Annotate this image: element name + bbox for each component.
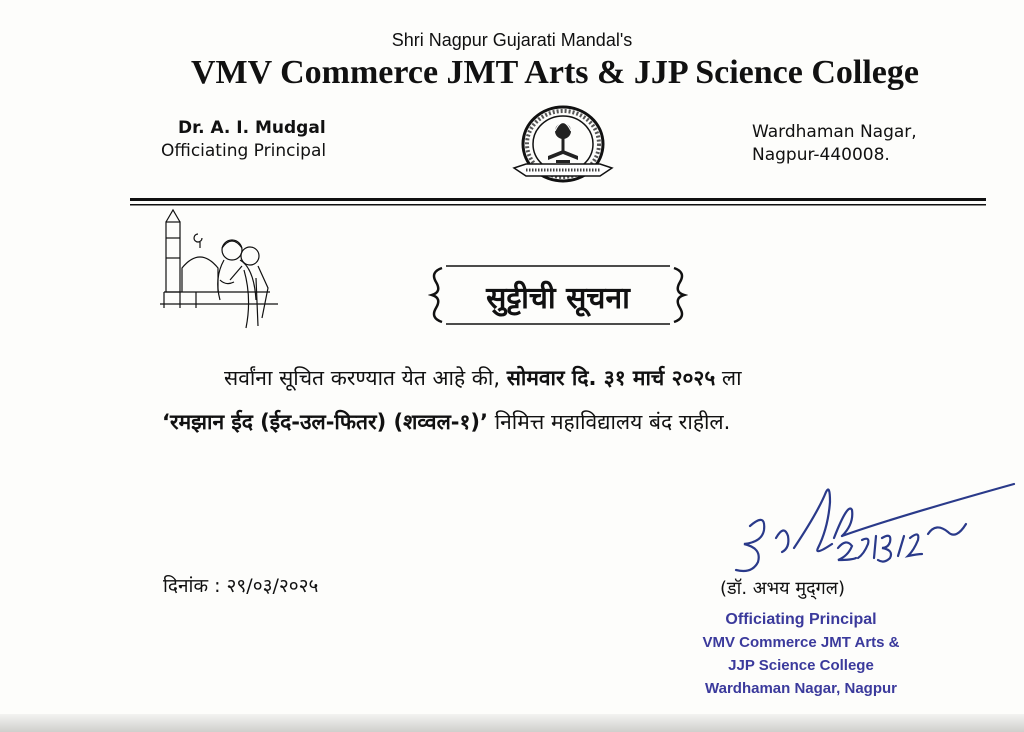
stamp-line: Wardhaman Nagar, Nagpur [705, 680, 897, 697]
eid-greeting-illustration [160, 208, 280, 336]
principal-stamp [676, 608, 926, 700]
principal-name: Dr. A. I. Mudgal [178, 118, 326, 138]
signatory-name: (डॉ. अभय मुद्‌गल) [720, 578, 846, 599]
college-name: VMV Commerce JMT Arts & JJP Science College [191, 54, 919, 91]
scan-edge [0, 714, 1024, 732]
line1-suffix: ला [715, 366, 742, 390]
principal-title: Officiating Principal [161, 141, 327, 161]
stamp-line: Officiating Principal [725, 611, 877, 628]
principal-signature [722, 478, 1022, 588]
header-divider [130, 198, 986, 208]
notice-body-line-2 [162, 408, 730, 436]
stamp-line: VMV Commerce JMT Arts & [702, 634, 900, 651]
line1-prefix: सर्वांना सूचित करण्यात येत आहे की, [224, 366, 507, 390]
holiday-occasion: ‘रमझान ईद (ईद-उल-फितर) (शव्वल-१)’ [162, 410, 489, 434]
line2-suffix: निमित्त महाविद्यालय बंद राहील. [488, 410, 731, 434]
notice-date: दिनांक : २९/०३/२०२५ [163, 575, 319, 597]
address-line-1: Wardhaman Nagar, [752, 122, 917, 142]
notice-heading: सुट्टीची सूचना [486, 281, 630, 316]
stamp-line: JJP Science College [728, 657, 874, 674]
mandal-name: Shri Nagpur Gujarati Mandal's [391, 30, 633, 50]
notice-body-line-1 [224, 364, 742, 392]
college-logo [512, 104, 614, 190]
holiday-date: सोमवार दि. ३१ मार्च २०२५ [506, 366, 716, 390]
address-line-2: Nagpur-440008. [752, 145, 890, 165]
notice-heading-frame [428, 264, 688, 326]
